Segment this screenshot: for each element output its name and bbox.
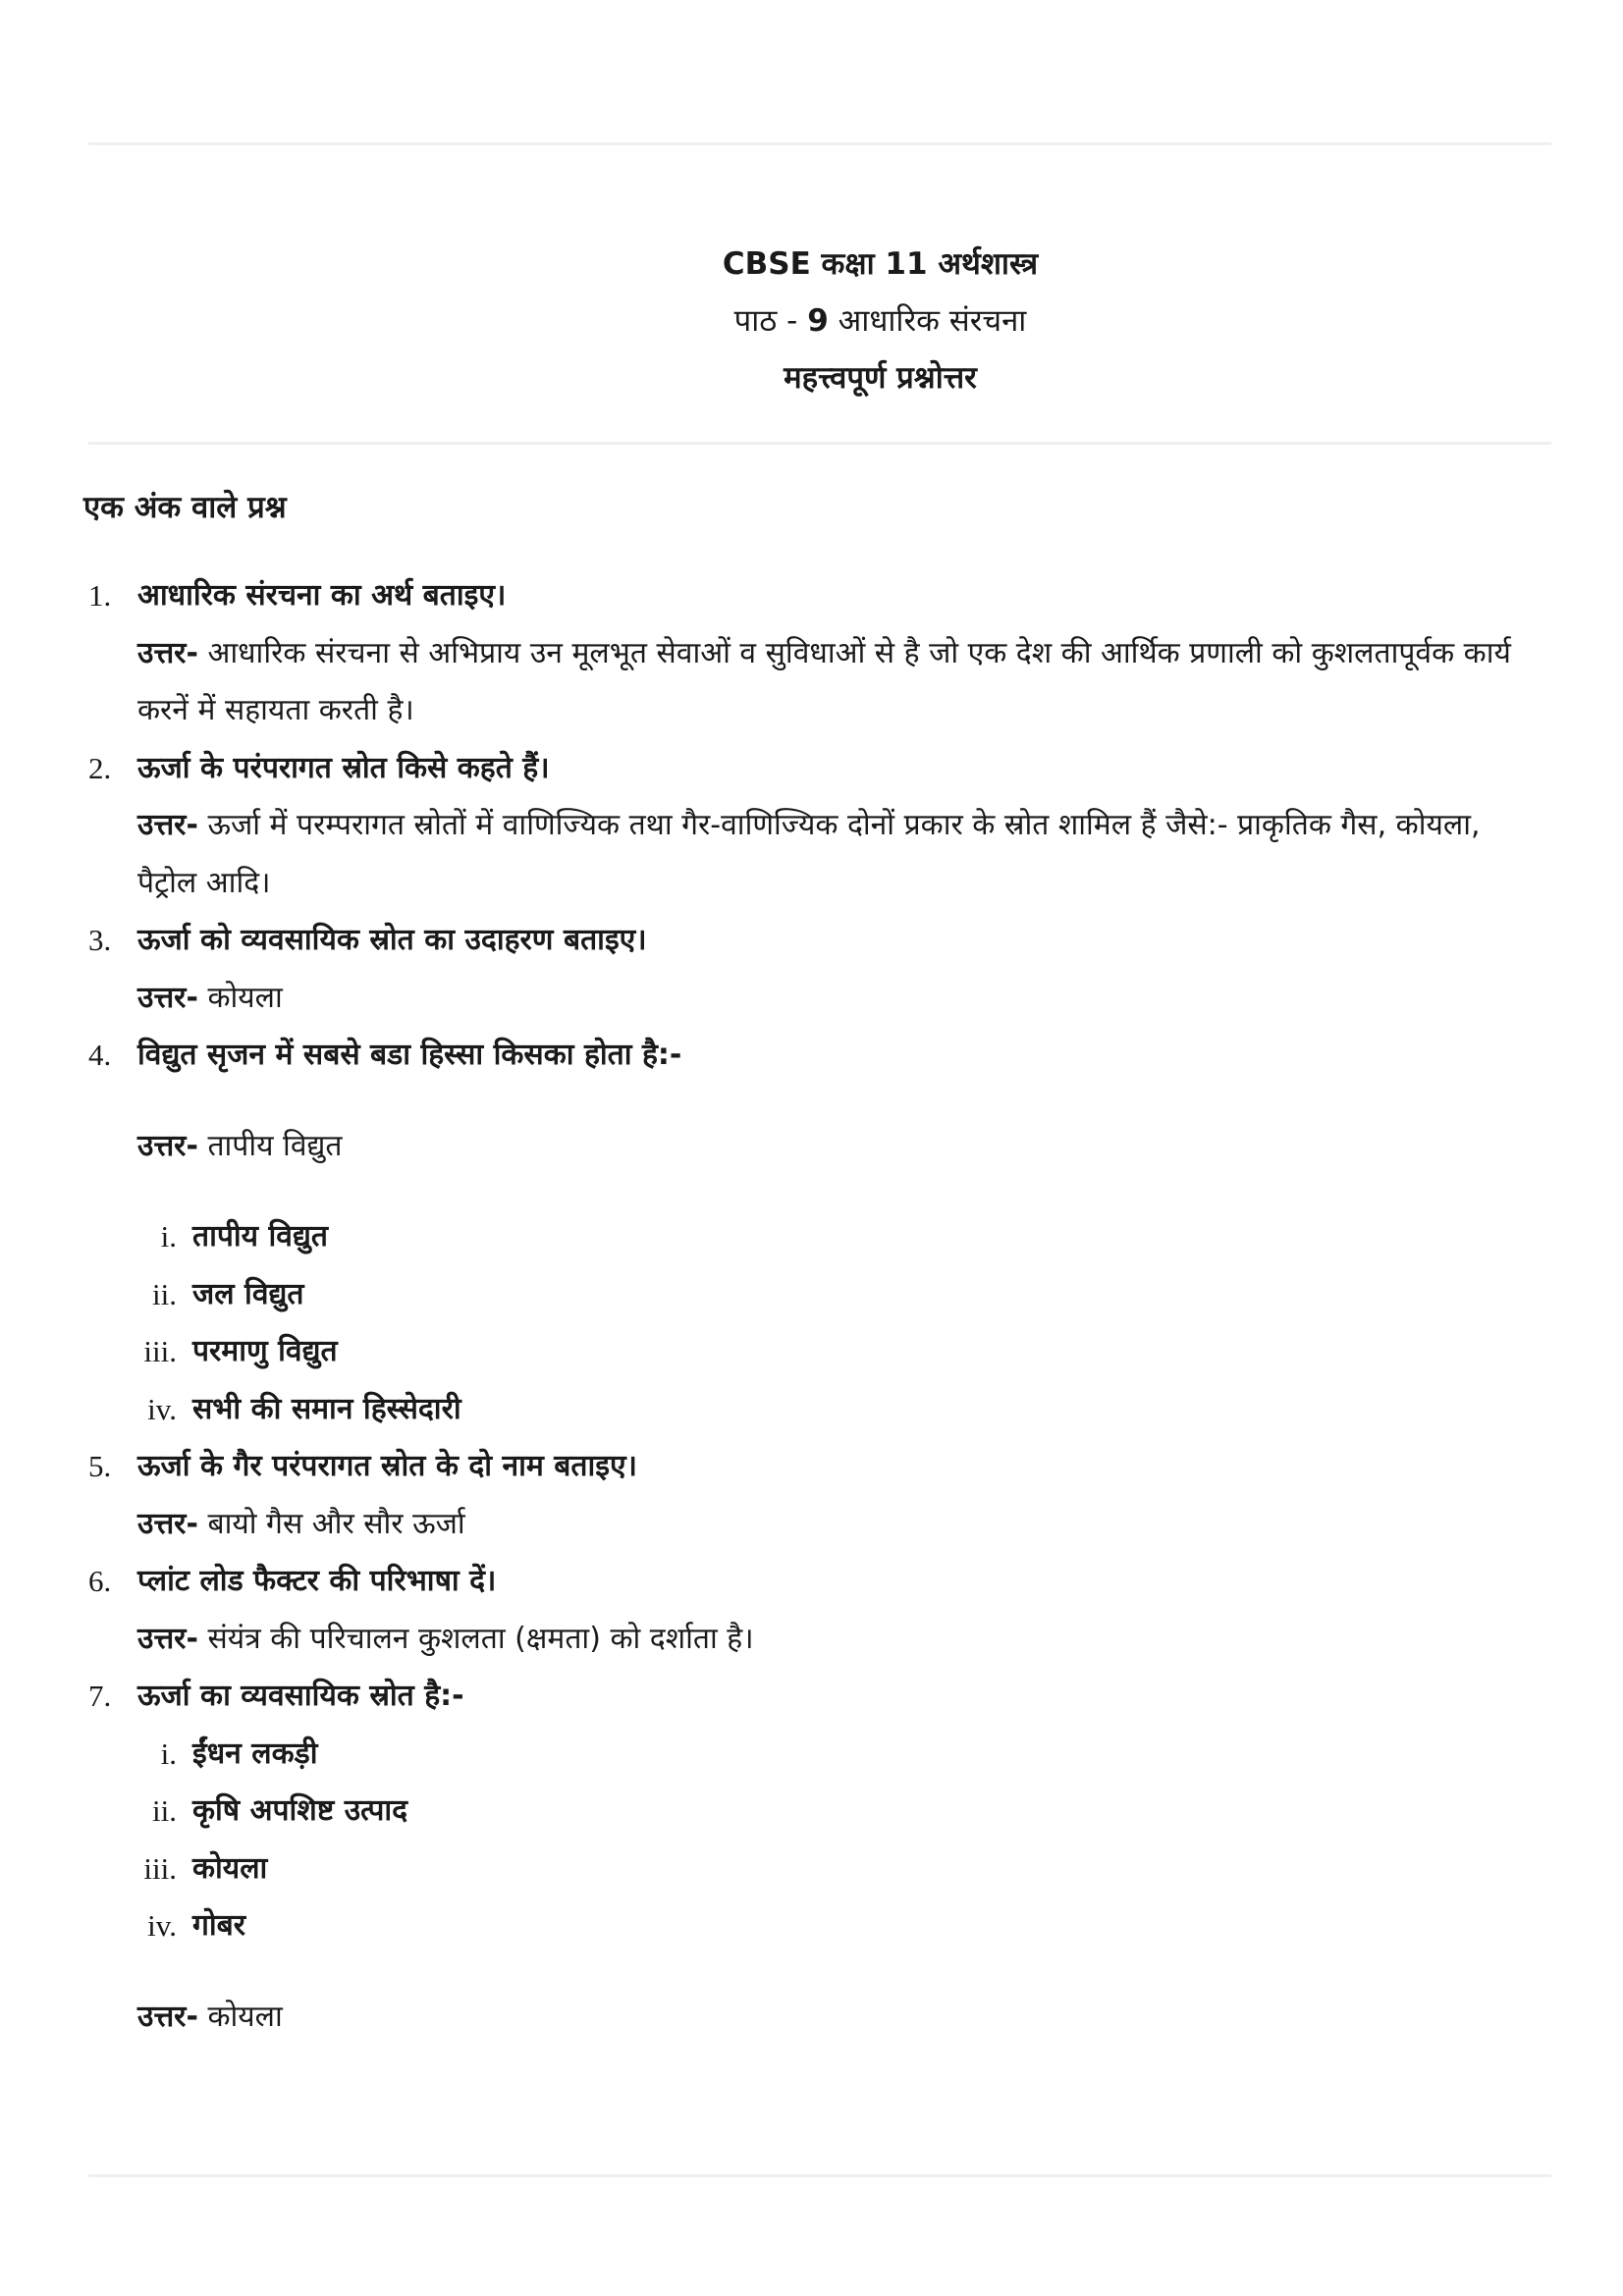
option-item bbox=[0, 1381, 1623, 1439]
question-item-3 bbox=[0, 912, 1623, 1027]
answer-text bbox=[137, 797, 1512, 912]
spacer bbox=[0, 1955, 1623, 1989]
question-number: 7. bbox=[88, 1679, 112, 1713]
option-item bbox=[0, 1208, 1623, 1266]
question-text: ऊर्जा के गैर परंपरागत स्रोत के दो नाम बताइए। bbox=[137, 1449, 637, 1483]
option-text: ईंधन लकड़ी bbox=[192, 1735, 318, 1771]
question-number: 1. bbox=[88, 578, 112, 613]
header-subtitle: महत्त्वपूर्ण प्रश्नोत्तर bbox=[784, 360, 977, 396]
answer-text bbox=[137, 625, 1512, 740]
option-number: ii. bbox=[152, 1793, 177, 1828]
option-item bbox=[0, 1783, 1623, 1841]
question-text: ऊर्जा को व्यवसायिक स्रोत का उदाहरण बताइए। bbox=[137, 923, 647, 957]
option-item bbox=[0, 1323, 1623, 1381]
option-number: iv. bbox=[147, 1391, 177, 1426]
question-list bbox=[0, 567, 1623, 2046]
answer-text bbox=[137, 970, 1512, 1028]
question-item-5 bbox=[0, 1438, 1623, 1553]
question-text: प्लांट लोड फैक्टर की परिभाषा दें। bbox=[137, 1564, 497, 1598]
option-item bbox=[0, 1897, 1623, 1955]
option-text: परमाणु विद्युत bbox=[192, 1334, 338, 1368]
option-number: iv. bbox=[147, 1908, 177, 1943]
answer-body: कोयला bbox=[197, 1999, 283, 2034]
question-item-6 bbox=[0, 1553, 1623, 1668]
question-text: आधारिक संरचना का अर्थ बताइए। bbox=[137, 578, 507, 613]
section-title: एक अंक वाले प्रश्न bbox=[83, 490, 287, 525]
answer-body: संयंत्र की परिचालन कुशलता (क्षमता) को दर्शाता है। bbox=[197, 1621, 754, 1656]
option-item bbox=[0, 1841, 1623, 1898]
answer-body: कोयला bbox=[197, 980, 283, 1015]
question-item-7 bbox=[0, 1668, 1623, 2046]
question-item-4 bbox=[0, 1027, 1623, 1438]
question-item-1 bbox=[0, 567, 1623, 740]
option-text: सभी की समान हिस्सेदारी bbox=[192, 1391, 461, 1426]
option-item bbox=[0, 1726, 1623, 1784]
answer-text bbox=[137, 1496, 1512, 1554]
spacer bbox=[0, 1085, 1623, 1118]
spacer bbox=[0, 1175, 1623, 1208]
answer-text bbox=[137, 1989, 1512, 2047]
answer-text bbox=[137, 1118, 1512, 1176]
question-number: 6. bbox=[88, 1564, 112, 1598]
question-text: ऊर्जा के परंपरागत स्रोत किसे कहते हैं। bbox=[137, 750, 550, 785]
answer-label: उत्तर- bbox=[137, 1506, 198, 1541]
option-list bbox=[0, 1726, 1623, 1955]
answer-label: उत्तर- bbox=[137, 635, 198, 670]
answer-label: उत्तर- bbox=[137, 1999, 198, 2034]
question-number: 3. bbox=[88, 923, 112, 957]
option-text: तापीय विद्युत bbox=[192, 1219, 328, 1254]
header-chapter-prefix: पाठ - bbox=[733, 303, 808, 339]
option-number: iii. bbox=[143, 1334, 177, 1368]
answer-body: ऊर्जा में परम्परागत स्रोतों में वाणिज्यिक तथा गैर-वाणिज्यिक दोनों प्रकार के स्रोत शामिल हैं जैसे:- प्राकृतिक गैस, कोयला, पैट्रोल आदि। bbox=[137, 808, 1481, 900]
answer-label: उत्तर- bbox=[137, 1128, 198, 1163]
header-chapter-number: 9 bbox=[807, 303, 829, 339]
question-number: 5. bbox=[88, 1449, 112, 1483]
header-chapter bbox=[0, 293, 1623, 349]
question-item-2 bbox=[0, 740, 1623, 913]
option-number: iii. bbox=[143, 1850, 177, 1886]
header-chapter-name: आधारिक संरचना bbox=[828, 303, 1027, 339]
option-text: कृषि अपशिष्ट उत्पाद bbox=[192, 1793, 408, 1828]
header-title: CBSE कक्षा 11 अर्थशास्त्र bbox=[722, 246, 1039, 282]
document-header bbox=[0, 236, 1623, 406]
question-number: 2. bbox=[88, 750, 112, 785]
option-number: ii. bbox=[152, 1276, 177, 1311]
answer-label: उत्तर- bbox=[137, 1621, 198, 1656]
option-list bbox=[0, 1208, 1623, 1438]
answer-body: आधारिक संरचना से अभिप्राय उन मूलभूत सेवाओं व सुविधाओं से है जो एक देश की आर्थिक प्रणाली को कुशलतापूर्वक कार्य करनें में सहायता करती है। bbox=[137, 635, 1511, 727]
answer-label: उत्तर- bbox=[137, 980, 198, 1015]
option-text: गोबर bbox=[192, 1908, 246, 1943]
answer-body: बायो गैस और सौर ऊर्जा bbox=[197, 1506, 465, 1541]
option-number: i. bbox=[160, 1219, 177, 1254]
answer-text bbox=[137, 1611, 1512, 1669]
question-text: ऊर्जा का व्यवसायिक स्रोत है:- bbox=[137, 1679, 464, 1713]
option-text: जल विद्युत bbox=[192, 1276, 304, 1311]
question-text: विद्युत सृजन में सबसे बडा हिस्सा किसका होता है:- bbox=[137, 1038, 682, 1072]
question-number: 4. bbox=[88, 1038, 112, 1072]
option-item bbox=[0, 1266, 1623, 1324]
answer-body: तापीय विद्युत bbox=[197, 1128, 343, 1163]
top-divider bbox=[88, 142, 1551, 145]
option-text: कोयला bbox=[192, 1850, 268, 1886]
answer-label: उत्तर- bbox=[137, 808, 198, 842]
option-number: i. bbox=[160, 1735, 177, 1771]
header-divider bbox=[88, 442, 1551, 445]
bottom-divider bbox=[88, 2174, 1551, 2177]
